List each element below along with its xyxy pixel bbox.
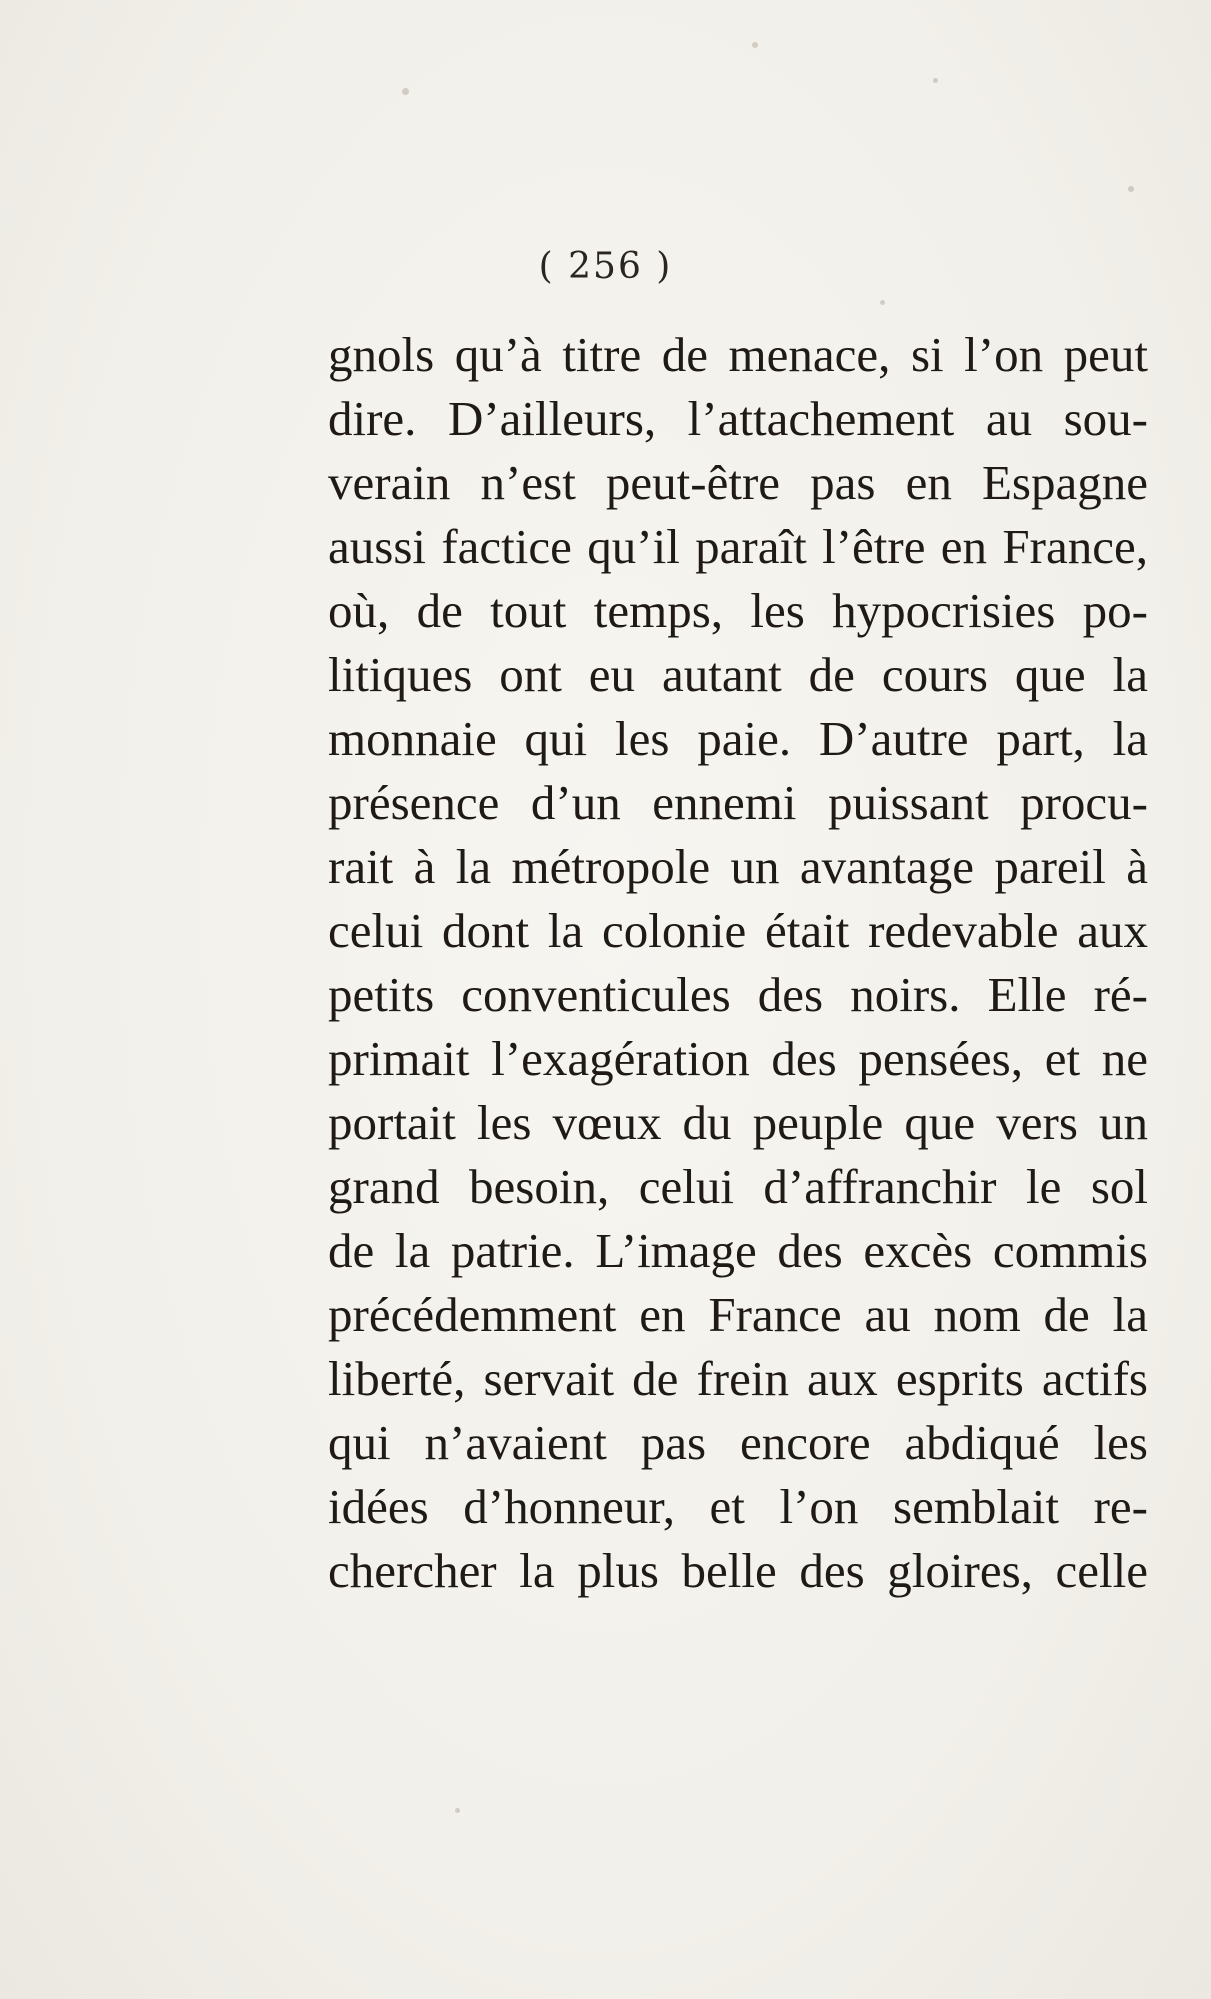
body-text — [328, 323, 1148, 1603]
text-line: présence d’un ennemi puissant procu- — [328, 775, 1148, 830]
text-line: celui dont la colonie était redevable aux — [328, 903, 1148, 958]
page-number: ( 256 ) — [538, 246, 673, 287]
paper-speck — [1128, 186, 1134, 192]
paper-speck — [752, 42, 758, 48]
text-line: primait l’exagération des pensées, et ne — [328, 1031, 1148, 1086]
paper-speck — [933, 78, 938, 83]
text-line: rait à la métropole un avantage pareil à — [328, 839, 1148, 894]
text-line: qui n’avaient pas encore abdiqué les — [328, 1415, 1148, 1470]
text-line: gnols qu’à titre de menace, si l’on peut — [328, 327, 1148, 382]
text-line: verain n’est peut-être pas en Espagne — [328, 455, 1148, 510]
text-line: petits conventicules des noirs. Elle ré- — [328, 967, 1148, 1022]
text-line: dire. D’ailleurs, l’attachement au sou- — [328, 391, 1148, 446]
text-line: aussi factice qu’il paraît l’être en France, — [328, 519, 1148, 574]
text-line: portait les vœux du peuple que vers un — [328, 1095, 1148, 1150]
text-line: idées d’honneur, et l’on semblait re- — [328, 1479, 1148, 1534]
text-line: liberté, servait de frein aux esprits actifs — [328, 1351, 1148, 1406]
text-line: de la patrie. L’image des excès commis — [328, 1223, 1148, 1278]
paper-speck — [880, 300, 885, 305]
text-line: grand besoin, celui d’affranchir le sol — [328, 1159, 1148, 1214]
text-line: où, de tout temps, les hypocrisies po- — [328, 583, 1148, 638]
text-line: monnaie qui les paie. D’autre part, la — [328, 711, 1148, 766]
text-line: chercher la plus belle des gloires, celle — [328, 1543, 1148, 1598]
text-line: précédemment en France au nom de la — [328, 1287, 1148, 1342]
paper-speck — [455, 1808, 460, 1813]
text-line: litiques ont eu autant de cours que la — [328, 647, 1148, 702]
paper-speck — [402, 88, 409, 95]
